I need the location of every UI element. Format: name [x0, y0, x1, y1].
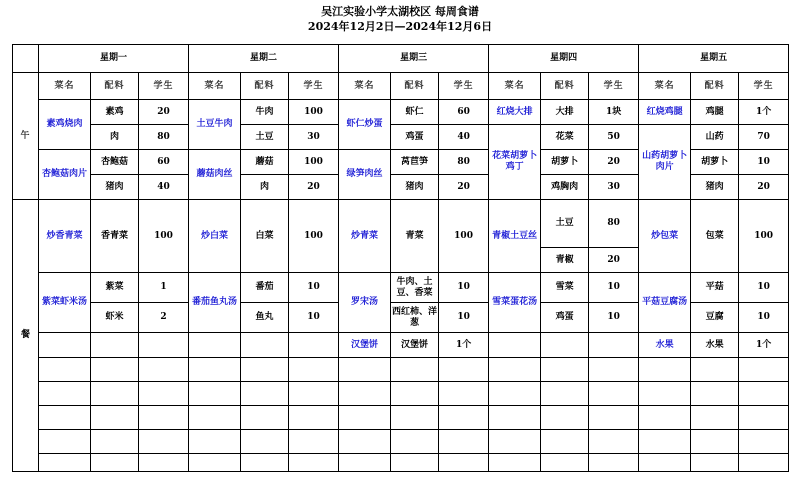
dish-cell: 红烧大排 — [489, 100, 541, 125]
ingredient-cell: 蘑菇 — [241, 150, 289, 175]
student-amount-cell: 10 — [739, 150, 789, 175]
ingredient-cell: 雪菜 — [541, 273, 589, 303]
ingredient-cell — [241, 333, 289, 358]
student-amount-cell — [289, 333, 339, 358]
ingredient-cell: 牛肉 — [241, 100, 289, 125]
dish-cell — [39, 333, 91, 358]
dish-cell: 红烧鸡腿 — [639, 100, 691, 125]
student-amount-cell: 10 — [289, 303, 339, 333]
ingredient-cell: 山药 — [691, 125, 739, 150]
blank-row — [13, 430, 789, 454]
ingredient-cell: 白菜 — [241, 200, 289, 273]
student-amount-cell: 20 — [739, 175, 789, 200]
side-label-top: 午 — [13, 73, 39, 200]
ingredient-cell: 杏鲍菇 — [91, 150, 139, 175]
ingredient-cell: 番茄 — [241, 273, 289, 303]
ingredient-cell: 莴苣笋 — [391, 150, 439, 175]
student-amount-cell: 1个 — [739, 100, 789, 125]
student-amount-cell: 40 — [139, 175, 189, 200]
student-amount-cell: 20 — [589, 248, 639, 273]
col-header-ingredient: 配料 — [91, 73, 139, 100]
ingredient-cell: 猪肉 — [91, 175, 139, 200]
ingredient-cell: 大排 — [541, 100, 589, 125]
ingredient-cell: 牛肉、土豆、香菜 — [391, 273, 439, 303]
col-header-dish: 菜名 — [189, 73, 241, 100]
dish-cell: 花菜胡萝卜鸡丁 — [489, 125, 541, 200]
day-tuesday: 星期二 — [189, 45, 339, 73]
dish-cell: 青椒土豆丝 — [489, 200, 541, 273]
col-header-dish: 菜名 — [639, 73, 691, 100]
student-amount-cell: 100 — [289, 150, 339, 175]
ingredient-cell: 鸡蛋 — [541, 303, 589, 333]
col-header-ingredient: 配料 — [241, 73, 289, 100]
dish-cell: 杏鲍菇肉片 — [39, 150, 91, 200]
student-amount-cell: 100 — [289, 100, 339, 125]
student-amount-cell — [589, 333, 639, 358]
dish-cell: 绿笋肉丝 — [339, 150, 391, 200]
day-thursday: 星期四 — [489, 45, 639, 73]
menu-title: 吴江实验小学太湖校区 每周食谱 — [321, 5, 479, 18]
col-header-student: 学生 — [739, 73, 789, 100]
student-amount-cell: 30 — [289, 125, 339, 150]
ingredient-cell: 香青菜 — [91, 200, 139, 273]
ingredient-cell: 青椒 — [541, 248, 589, 273]
student-amount-cell: 60 — [439, 100, 489, 125]
blank-row — [13, 454, 789, 472]
col-header-student: 学生 — [289, 73, 339, 100]
ingredient-cell: 鱼丸 — [241, 303, 289, 333]
dish-cell: 汉堡饼 — [339, 333, 391, 358]
col-header-student: 学生 — [589, 73, 639, 100]
student-amount-cell: 100 — [289, 200, 339, 273]
student-amount-cell — [139, 333, 189, 358]
ingredient-cell: 猪肉 — [391, 175, 439, 200]
student-amount-cell: 100 — [139, 200, 189, 273]
ingredient-cell: 土豆 — [541, 200, 589, 248]
dish-cell: 山药胡萝卜肉片 — [639, 125, 691, 200]
student-amount-cell: 30 — [589, 175, 639, 200]
dish-cell: 水果 — [639, 333, 691, 358]
student-amount-cell: 20 — [589, 150, 639, 175]
student-amount-cell: 20 — [139, 100, 189, 125]
student-amount-cell: 1 — [139, 273, 189, 303]
student-amount-cell: 80 — [439, 150, 489, 175]
ingredient-cell: 鸡蛋 — [391, 125, 439, 150]
dish-cell: 虾仁炒蛋 — [339, 100, 391, 150]
dish-cell — [489, 333, 541, 358]
col-header-ingredient: 配料 — [541, 73, 589, 100]
student-amount-cell: 20 — [289, 175, 339, 200]
col-header-ingredient: 配料 — [391, 73, 439, 100]
ingredient-cell — [541, 333, 589, 358]
student-amount-cell: 60 — [139, 150, 189, 175]
weekly-menu-table — [12, 44, 789, 472]
dish-cell: 炒包菜 — [639, 200, 691, 273]
ingredient-cell: 虾仁 — [391, 100, 439, 125]
ingredient-cell: 豆腐 — [691, 303, 739, 333]
dish-cell: 炒白菜 — [189, 200, 241, 273]
student-amount-cell: 10 — [739, 303, 789, 333]
student-amount-cell: 2 — [139, 303, 189, 333]
dish-cell: 紫菜虾米汤 — [39, 273, 91, 333]
day-friday: 星期五 — [639, 45, 789, 73]
ingredient-cell: 肉 — [91, 125, 139, 150]
col-header-dish: 菜名 — [339, 73, 391, 100]
student-amount-cell: 10 — [589, 273, 639, 303]
col-header-dish: 菜名 — [39, 73, 91, 100]
student-amount-cell: 1块 — [589, 100, 639, 125]
ingredient-cell: 虾米 — [91, 303, 139, 333]
ingredient-cell: 包菜 — [691, 200, 739, 273]
ingredient-cell: 鸡腿 — [691, 100, 739, 125]
col-header-student: 学生 — [439, 73, 489, 100]
date-range: 2024年12月2日—2024年12月6日 — [307, 20, 493, 33]
student-amount-cell: 10 — [739, 273, 789, 303]
dish-cell: 素鸡烧肉 — [39, 100, 91, 150]
ingredient-cell: 胡萝卜 — [691, 150, 739, 175]
col-header-student: 学生 — [139, 73, 189, 100]
ingredient-cell: 青菜 — [391, 200, 439, 273]
ingredient-cell: 水果 — [691, 333, 739, 358]
ingredient-cell — [91, 333, 139, 358]
blank-row — [13, 358, 789, 382]
student-amount-cell: 20 — [439, 175, 489, 200]
student-amount-cell: 40 — [439, 125, 489, 150]
ingredient-cell: 紫菜 — [91, 273, 139, 303]
student-amount-cell: 100 — [439, 200, 489, 273]
dish-cell: 雪菜蛋花汤 — [489, 273, 541, 333]
student-amount-cell: 100 — [739, 200, 789, 273]
ingredient-cell: 西红柿、洋葱 — [391, 303, 439, 333]
student-amount-cell: 10 — [439, 273, 489, 303]
ingredient-cell: 土豆 — [241, 125, 289, 150]
dish-cell: 蘑菇肉丝 — [189, 150, 241, 200]
ingredient-cell: 平菇 — [691, 273, 739, 303]
ingredient-cell: 猪肉 — [691, 175, 739, 200]
student-amount-cell: 1个 — [739, 333, 789, 358]
ingredient-cell: 肉 — [241, 175, 289, 200]
dish-cell: 罗宋汤 — [339, 273, 391, 333]
ingredient-cell: 花菜 — [541, 125, 589, 150]
dish-cell: 土豆牛肉 — [189, 100, 241, 150]
student-amount-cell: 10 — [589, 303, 639, 333]
corner-cell — [13, 45, 39, 73]
col-header-ingredient: 配料 — [691, 73, 739, 100]
student-amount-cell: 10 — [439, 303, 489, 333]
student-amount-cell: 70 — [739, 125, 789, 150]
dish-cell: 炒青菜 — [339, 200, 391, 273]
dish-cell: 炒香青菜 — [39, 200, 91, 273]
col-header-dish: 菜名 — [489, 73, 541, 100]
blank-row — [13, 406, 789, 430]
student-amount-cell: 80 — [139, 125, 189, 150]
side-label-bottom: 餐 — [13, 200, 39, 472]
ingredient-cell: 素鸡 — [91, 100, 139, 125]
ingredient-cell: 鸡胸肉 — [541, 175, 589, 200]
day-wednesday: 星期三 — [339, 45, 489, 73]
dish-cell — [189, 333, 241, 358]
ingredient-cell: 胡萝卜 — [541, 150, 589, 175]
blank-row — [13, 382, 789, 406]
ingredient-cell: 汉堡饼 — [391, 333, 439, 358]
student-amount-cell: 10 — [289, 273, 339, 303]
student-amount-cell: 1个 — [439, 333, 489, 358]
student-amount-cell: 50 — [589, 125, 639, 150]
day-monday: 星期一 — [39, 45, 189, 73]
student-amount-cell: 80 — [589, 200, 639, 248]
dish-cell: 平菇豆腐汤 — [639, 273, 691, 333]
dish-cell: 番茄鱼丸汤 — [189, 273, 241, 333]
